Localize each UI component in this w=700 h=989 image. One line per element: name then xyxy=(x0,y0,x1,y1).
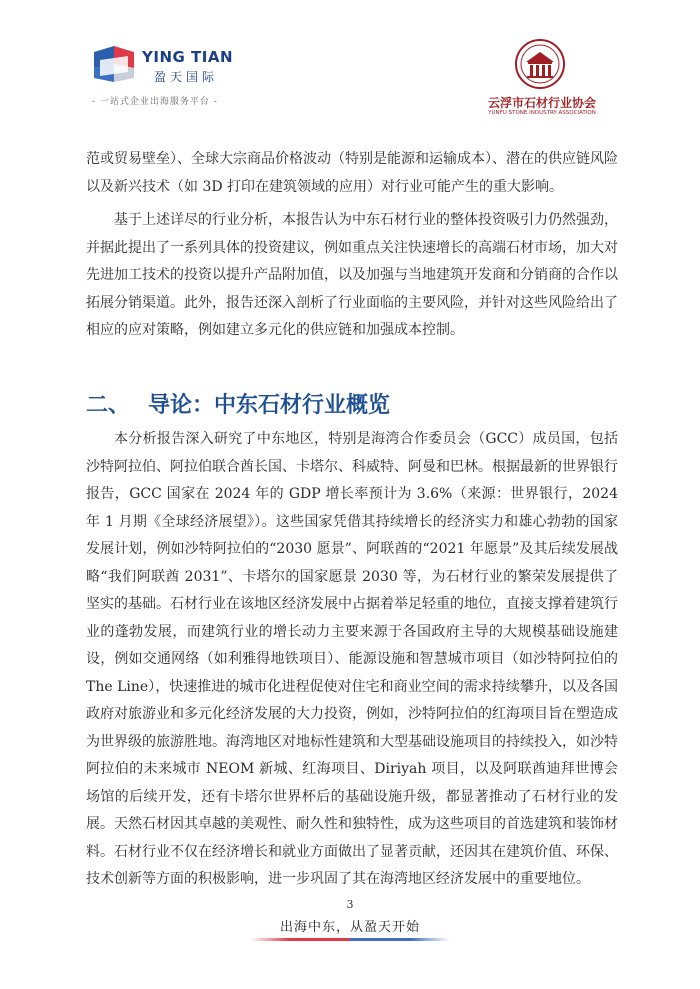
footer-divider xyxy=(250,938,450,941)
association-name-cn: 云浮市石材行业协会 xyxy=(487,96,596,110)
section-number: 二、 xyxy=(86,393,131,418)
footer-slogan: 出海中东，从盈天开始 xyxy=(279,920,420,935)
paragraph-middle-east-overview: 本分析报告深入研究了中东地区，特别是海湾合作委员会（GCC）成员国，包括沙特阿拉伯、阿拉伯联合酋长国、卡塔尔、科威特、阿曼和巴林。根据最新的世界银行报告，GCC 国家在 2024 年的 GDP 增长率预计为 3.6%（来源：世界银行，2024 年 1 月期《全球经济展望》）。这些国家凭借其持续增长的经济实力和雄心勃勃的国家发展计划，例如沙特阿拉伯的“2030 愿景”、阿联酋的“2021 年愿景”及其后续发展战略“我们阿联酋 2031”、卡塔尔的国家愿景 2030 等，为石材行业的繁荣发展提供了坚实的基础。石材行业在该地区经济发展中占据着举足轻重的地位，直接支撑着建筑行业的蓬勃发展，而建筑行业的增长动力主要来源于各国政府主导的大规模基础设施建设，例如交通网络（如利雅得地铁项目）、能源设施和智慧城市项目（如沙特阿拉伯的 The Line），快速推进的城市化进程促使对住宅和商业空间的需求持续攀升，以及各国政府对旅游业和多元化经济发展的大力投资，例如，沙特阿拉伯的红海项目旨在塑造成为世界级的旅游胜地。海湾地区对地标性建筑和大型基础设施项目的持续投入，如沙特阿拉伯的未来城市 NEOM 新城、红海项目、Diriyah 项目，以及阿联酋迪拜世博会场馆的后续开发，还有卡塔尔世界杯后的基础设施升级，都显著推动了石材行业的发展。天然石材因其卓越的美观性、耐久性和独特性，成为这些项目的首选建筑和装饰材料。石材行业不仅在经济增长和就业方面做出了显著贡献，还因其在建筑价值、环保、技术创新等方面的积极影响，进一步巩固了其在海湾地区经济发展中的重要地位。 xyxy=(86,431,618,887)
association-name-en: YUNFU STONE INDUSTRY ASSOCIATION xyxy=(488,110,596,116)
section-title-text: 导论：中东石材行业概览 xyxy=(148,393,391,418)
brand-tagline: - 一站式企业出海服务平台 - xyxy=(92,97,218,107)
section-heading xyxy=(86,388,390,419)
yingtian-logo xyxy=(92,44,252,114)
paragraph-investment-conclusion: 基于上述详尽的行业分析，本报告认为中东石材行业的整体投资吸引力仍然强劲，并据此提出了一系列具体的投资建议，例如重点关注快速增长的高端石材市场，加大对先进加工技术的投资以提升产品附加值，以及加强与当地建筑开发商和分销商的合作以拓展分销渠道。此外，报告还深入剖析了行业面临的主要风险，并针对这些风险给出了相应的应对策略，例如建立多元化的供应链和加强成本控制。 xyxy=(86,212,618,338)
brand-name-cn: 盈天国际 xyxy=(154,70,219,84)
association-seal-icon xyxy=(512,38,568,90)
association-logo xyxy=(472,38,612,118)
section-body xyxy=(86,426,618,894)
page-header xyxy=(0,0,700,130)
yingtian-logo-mark-icon xyxy=(92,46,136,86)
intro-body xyxy=(86,146,618,345)
page-number: 3 xyxy=(346,898,354,911)
paragraph-risks: 范或贸易壁垒）、全球大宗商品价格波动（特别是能源和运输成本）、潜在的供应链风险以及新兴技术（如 3D 打印在建筑领域的应用）对行业可能产生的重大影响。 xyxy=(86,151,618,195)
brand-name-en: YING TIAN xyxy=(142,48,234,66)
